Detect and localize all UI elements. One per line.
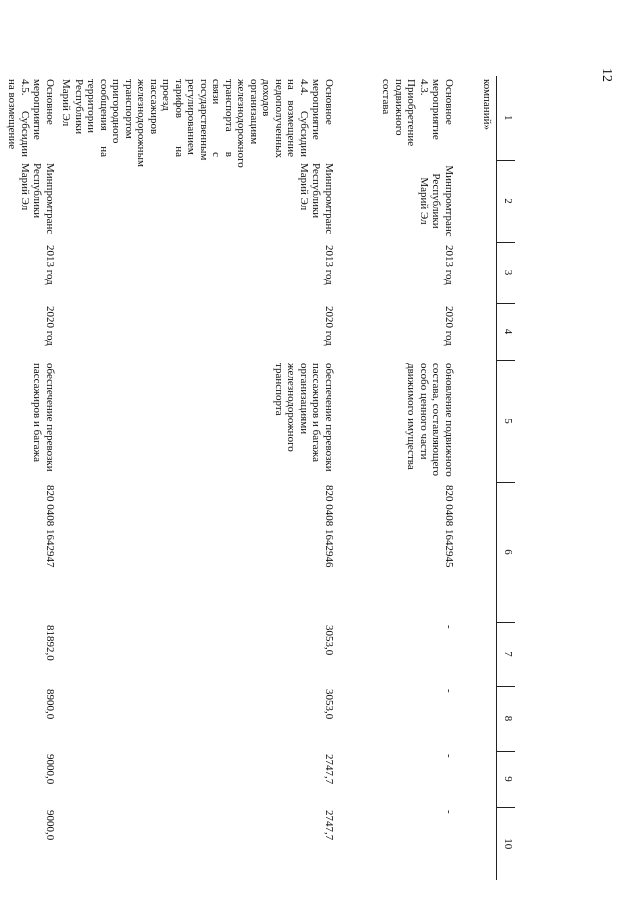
value-cell: 9000,0 [44, 810, 56, 841]
result-cell: обеспечение перевозки пассажиров и багажа [31, 363, 56, 472]
column-header: 1 [497, 76, 516, 160]
column-number-row [497, 76, 516, 880]
rotated-table-wrapper [6, 76, 515, 880]
table-row [58, 76, 337, 880]
executor-cell: Минпромтранс Республики Марий Эл [19, 163, 56, 235]
value-cell: 2747,7 [323, 754, 335, 785]
value-cell: - [443, 810, 455, 814]
column-header: 4 [497, 303, 516, 360]
result-cell: обновление подвижного состава, составляющего особо ценного части движимого имущества [405, 363, 455, 477]
code-cell: 820 0408 1642945 [443, 485, 455, 568]
column-header: 3 [497, 242, 516, 303]
column-header: 9 [497, 751, 516, 807]
page-number: 12 [599, 68, 614, 82]
column-header: 10 [497, 807, 516, 880]
value-cell: 3053,0 [323, 689, 335, 720]
measure-cell: Основное мероприятие 4.5. Субсидии на возмещение [6, 79, 56, 157]
value-cell: 9000,0 [44, 754, 56, 785]
end-cell: 2020 год [443, 306, 455, 346]
column-header: 2 [497, 160, 516, 242]
measure-cell: Основное мероприятие 4.4. Субсидии на возмещение недополученных доходов организациям железнодорожного транспорта в связи с государственным регулированием тарифов на проезд пассажиров железнодорожным транспортом пригородного сообщения на территории Республики Марий Эл [60, 79, 335, 168]
code-cell: 820 0408 1642946 [323, 485, 335, 568]
table-row [337, 76, 457, 880]
value-cell: - [443, 625, 455, 629]
value-cell: 81892,0 [44, 625, 56, 661]
executor-cell: Минпромтранс Республики Марий Эл [418, 165, 455, 237]
executor-cell: Минпромтранс Республики Марий Эл [298, 163, 335, 235]
column-header: 7 [497, 622, 516, 686]
continuation-text: компаний» [481, 79, 493, 130]
column-header: 5 [497, 360, 516, 482]
end-cell: 2020 год [323, 306, 335, 346]
value-cell: 8900,0 [44, 689, 56, 720]
column-header: 6 [497, 482, 516, 622]
result-cell: обеспечение перевозки пассажиров и багажа организациями железнодорожного транспорта [273, 363, 335, 472]
start-cell: 2013 год [44, 245, 56, 285]
value-cell: - [443, 689, 455, 693]
program-measures-table [4, 76, 515, 880]
measure-cell: Основное мероприятие 4.3. Приобретение подвижного состава [380, 79, 455, 147]
table-row [4, 76, 58, 880]
end-cell: 2020 год [44, 306, 56, 346]
start-cell: 2013 год [323, 245, 335, 285]
column-header: 8 [497, 686, 516, 751]
value-cell: 2747,7 [323, 810, 335, 841]
continuation-row [457, 76, 497, 880]
value-cell: - [443, 754, 455, 758]
value-cell: 3053,0 [323, 625, 335, 656]
start-cell: 2013 год [443, 245, 455, 285]
code-cell: 820 0408 1642947 [44, 485, 56, 568]
